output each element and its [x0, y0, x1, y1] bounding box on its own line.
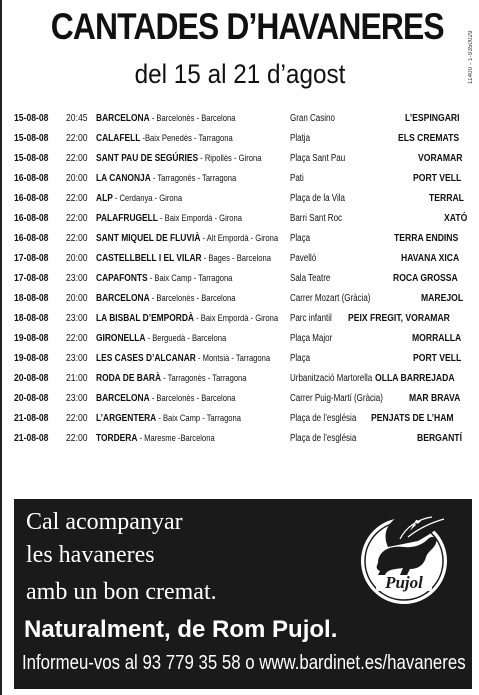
event-date: 19-08-08: [14, 332, 49, 344]
event-date: 15-08-08: [14, 152, 49, 164]
event-group: BERGANTÍ: [417, 432, 463, 444]
contact-info: Informeu-vos al 93 779 35 58 o www.bardinet.es/havaneres: [22, 652, 466, 674]
event-row: [14, 328, 472, 348]
page-subtitle: del 15 al 21 d’agost: [134, 59, 346, 89]
event-time: 22:00: [66, 332, 88, 344]
event-date: 19-08-08: [14, 352, 49, 364]
event-time: 23:00: [66, 272, 88, 284]
event-group: MORRALLA: [411, 332, 462, 344]
event-row: [14, 128, 472, 148]
event-location: [96, 192, 182, 204]
event-region: - Barcelonès - Barcelona: [149, 113, 236, 124]
event-town: RODA DE BARÀ: [96, 372, 162, 384]
event-date: 15-08-08: [14, 112, 49, 124]
event-location: [96, 212, 242, 224]
event-group: MAR BRAVA: [409, 392, 461, 404]
page-title: CANTADES D’HAVANERES: [50, 6, 444, 47]
event-region: - Baix Camp - Tarragona: [156, 413, 241, 424]
brand-tagline: Naturalment, de Rom Pujol.: [24, 616, 338, 643]
event-row: [14, 188, 472, 208]
event-town: LA CANONJA: [96, 172, 151, 184]
event-row: [14, 228, 472, 248]
event-time: 22:00: [66, 432, 88, 444]
event-town: BARCELONA: [96, 112, 150, 124]
pegasus-logo-icon: [348, 503, 466, 613]
event-region: -Baix Penedès - Tarragona: [140, 133, 233, 144]
event-group: PEIX FREGIT, VORAMAR: [347, 312, 450, 324]
event-time: 23:00: [66, 352, 88, 364]
event-location: [96, 152, 261, 164]
event-row: [14, 368, 472, 388]
event-row: [14, 168, 472, 188]
event-group: PORT VELL: [413, 172, 462, 184]
event-venue: Pavelló: [290, 252, 317, 264]
event-group: HAVANA XICA: [401, 252, 460, 264]
event-schedule: [14, 108, 472, 448]
event-group: PENJATS DE L’HAM: [371, 412, 454, 424]
event-location: [96, 272, 232, 284]
event-region: - Ripollès - Girona: [198, 153, 262, 164]
event-region: - Barcelonès - Barcelona: [149, 393, 236, 404]
event-venue: Platja: [290, 132, 311, 144]
event-venue: Pati: [290, 172, 304, 184]
event-location: [96, 252, 271, 264]
event-location: [96, 352, 270, 364]
event-time: 22:00: [66, 132, 88, 144]
event-region: - Barcelonès - Barcelona: [149, 293, 236, 304]
event-location: [96, 372, 247, 384]
event-date: 16-08-08: [14, 192, 49, 204]
event-time: 20:45: [66, 112, 88, 124]
event-venue: Plaça Sant Pau: [290, 152, 346, 164]
event-time: 22:00: [66, 152, 88, 164]
event-region: - Baix Camp - Tarragona: [147, 273, 233, 284]
event-venue: Plaça de l’església: [290, 412, 357, 424]
event-time: 20:00: [66, 172, 88, 184]
event-region: - Cerdanya - Girona: [112, 193, 183, 204]
event-date: 16-08-08: [14, 212, 49, 224]
event-town: CALAFELL: [96, 132, 141, 144]
event-venue: Plaça de la Vila: [290, 192, 345, 204]
event-town: TORDERA: [96, 432, 138, 444]
event-venue: Gran Casino: [290, 112, 335, 124]
event-date: 16-08-08: [14, 232, 49, 244]
event-region: - Alt Empordà - Girona: [200, 233, 279, 244]
event-group: VORAMAR: [417, 152, 463, 164]
event-time: 23:00: [66, 312, 88, 324]
slogan-line-1: Cal acompanyar: [26, 509, 183, 535]
event-date: 16-08-08: [14, 172, 49, 184]
event-time: 22:00: [66, 412, 88, 424]
event-date: 21-08-08: [14, 412, 49, 424]
event-venue: Plaça Major: [290, 332, 333, 344]
event-town: GIRONELLA: [96, 332, 146, 344]
event-venue: Urbanització Martorella: [290, 372, 373, 384]
event-town: BARCELONA: [96, 292, 150, 304]
event-time: 20:00: [66, 252, 88, 264]
event-group: TERRA ENDINS: [393, 232, 458, 244]
event-time: 22:00: [66, 232, 88, 244]
event-venue: Plaça: [290, 232, 311, 244]
event-venue: Plaça de l’església: [290, 432, 357, 444]
event-row: [14, 108, 472, 128]
event-group: OLLA BARREJADA: [374, 372, 455, 384]
event-date: 21-08-08: [14, 432, 49, 444]
event-date: 18-08-08: [14, 312, 49, 324]
event-region: - Montsià - Tarragona: [195, 353, 271, 364]
event-location: [96, 292, 235, 304]
event-group: TERRAL: [429, 192, 465, 204]
event-group: PORT VELL: [413, 352, 462, 364]
event-region: - Maresme -Barcelona: [137, 433, 215, 444]
event-town: CASTELLBELL I EL VILAR: [96, 252, 202, 264]
event-group: ROCA GROSSA: [393, 272, 458, 284]
event-town: ALP: [96, 192, 113, 204]
event-time: 21:00: [66, 372, 88, 384]
event-row: [14, 408, 472, 428]
event-location: [96, 312, 278, 324]
slogan-line-3: amb un bon cremat.: [26, 579, 217, 605]
event-location: [96, 332, 226, 344]
event-location: [96, 172, 236, 184]
event-region: - Baix Empordà - Girona: [157, 213, 242, 224]
event-town: SANT PAU DE SEGÚRIES: [96, 152, 199, 164]
event-row: [14, 248, 472, 268]
event-date: 20-08-08: [14, 372, 49, 384]
event-row: [14, 388, 472, 408]
event-group: XATÓ: [443, 212, 467, 224]
event-venue: Carrer Puig-Martí (Gràcia): [290, 392, 383, 404]
event-location: [96, 232, 278, 244]
side-reference-code: 11400 - 1-9350029: [468, 30, 474, 84]
event-group: ELS CREMATS: [397, 132, 459, 144]
event-region: - Tarragonès - Tarragona: [150, 173, 237, 184]
event-time: 23:00: [66, 392, 88, 404]
event-row: [14, 208, 472, 228]
event-time: 22:00: [66, 192, 88, 204]
event-venue: Carrer Mozart (Gràcia): [290, 292, 371, 304]
event-venue: Sala Teatre: [290, 272, 331, 284]
event-town: LES CASES D’ALCANAR: [96, 352, 196, 364]
slogan-line-2: les havaneres: [26, 542, 155, 568]
event-date: 17-08-08: [14, 252, 49, 264]
event-town: SANT MIQUEL DE FLUVIÀ: [96, 232, 201, 244]
event-town: BARCELONA: [96, 392, 150, 404]
logo-brand-text: Pujol: [385, 573, 423, 592]
event-town: PALAFRUGELL: [96, 212, 158, 224]
event-region: - Tarragonès - Tarragona: [161, 373, 247, 384]
event-location: [96, 432, 215, 444]
event-date: 20-08-08: [14, 392, 49, 404]
event-location: [96, 392, 235, 404]
event-row: [14, 308, 472, 328]
event-town: CAPAFONTS: [96, 272, 148, 284]
event-row: [14, 148, 472, 168]
event-venue: Parc infantil: [290, 312, 332, 324]
event-date: 17-08-08: [14, 272, 49, 284]
event-venue: Barri Sant Roc: [290, 212, 343, 224]
event-location: [96, 112, 235, 124]
event-region: - Baix Empordà - Girona: [194, 313, 279, 324]
event-town: LA BISBAL D’EMPORDÀ: [96, 312, 195, 324]
event-group: MAREJOL: [420, 292, 463, 304]
event-region: - Berguedà - Barcelona: [145, 333, 227, 344]
event-location: [96, 412, 241, 424]
event-time: 20:00: [66, 292, 88, 304]
event-group: L’ESPINGARI: [405, 112, 461, 124]
event-town: L’ARGENTERA: [96, 412, 157, 424]
event-location: [96, 132, 233, 144]
event-region: - Bages - Barcelona: [201, 253, 271, 264]
advert-banner: [14, 499, 472, 689]
event-row: [14, 268, 472, 288]
event-date: 18-08-08: [14, 292, 49, 304]
event-row: [14, 288, 472, 308]
event-venue: Plaça: [290, 352, 311, 364]
event-date: 15-08-08: [14, 132, 49, 144]
event-row: [14, 348, 472, 368]
event-time: 22:00: [66, 212, 88, 224]
event-row: [14, 428, 472, 448]
